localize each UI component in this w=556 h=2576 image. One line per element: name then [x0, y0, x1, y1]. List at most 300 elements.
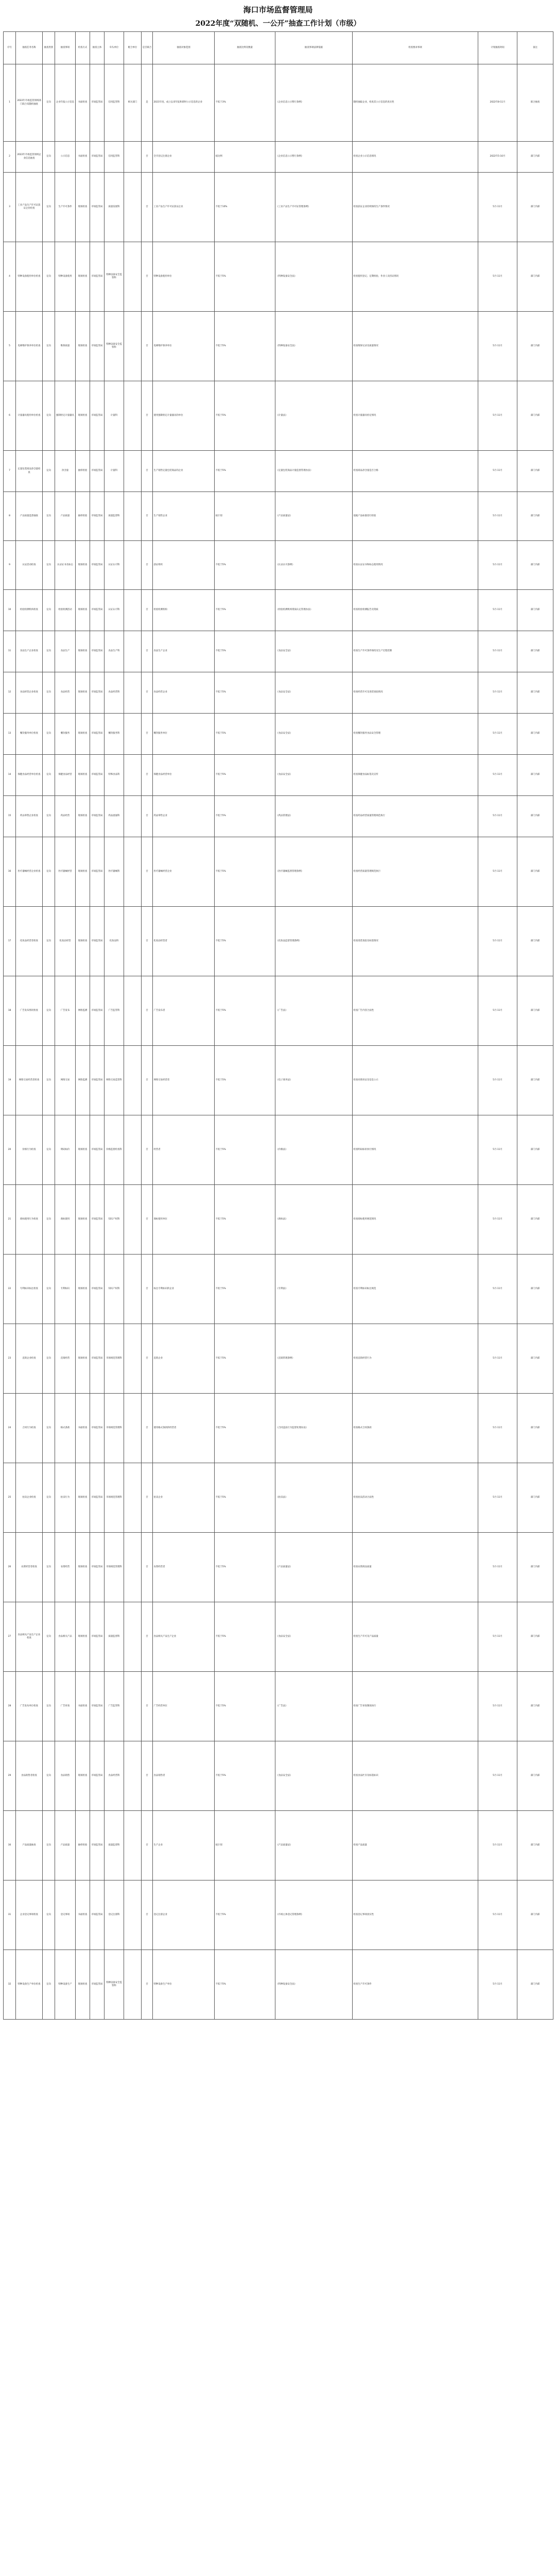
check-requirements: 检查维保记录及质量情况 [353, 312, 478, 381]
lead-unit: 食品生产科 [105, 631, 124, 672]
check-scope: 化妆品经营者 [153, 907, 215, 976]
table-row [4, 1463, 553, 1533]
row-number: 4 [4, 242, 16, 312]
check-time: 5月-11月 [478, 796, 517, 837]
assist-unit [124, 312, 142, 381]
check-category: 定向 [43, 755, 55, 796]
lead-unit: 食品经营科 [105, 672, 124, 714]
check-category: 定向 [43, 1463, 55, 1533]
check-time: 5月-11月 [478, 1394, 517, 1463]
task-name: 广告发布情况检查 [16, 976, 43, 1046]
joint-flag: 否 [142, 590, 153, 631]
check-category: 定向 [43, 541, 55, 590]
check-item: 产品质量 [55, 492, 76, 541]
check-ratio: 不低于5% [215, 796, 275, 837]
remark: 部门内部 [517, 1533, 553, 1602]
check-time: 5月-11月 [478, 1880, 517, 1950]
row-number: 9 [4, 541, 16, 590]
check-ratio: 按计划 [215, 1811, 275, 1880]
check-subject: 市场监管局 [90, 1115, 105, 1185]
check-method: 现场检查 [76, 173, 90, 242]
task-name: 2022年市场监管领域部门联合双随机抽查 [16, 64, 43, 142]
check-scope: 直销企业 [153, 1324, 215, 1394]
joint-flag: 否 [142, 672, 153, 714]
check-subject: 市场监管局 [90, 837, 105, 907]
check-method: 现场检查 [76, 381, 90, 451]
check-method: 书面检查 [76, 1672, 90, 1741]
task-name: 合同行为检查 [16, 1394, 43, 1463]
task-name: 保健食品经营单位检查 [16, 755, 43, 796]
task-name: 拍卖企业检查 [16, 1463, 43, 1533]
joint-flag: 否 [142, 492, 153, 541]
assist-unit [124, 1950, 142, 2020]
check-category: 定向 [43, 631, 55, 672]
check-method: 现场检查 [76, 1741, 90, 1811]
row-number: 16 [4, 837, 16, 907]
task-name: 认证活动检查 [16, 541, 43, 590]
table-row [4, 451, 553, 492]
check-requirements: 检查生产许可条件保持及生产过程控制 [353, 631, 478, 672]
table-row [4, 672, 553, 714]
joint-flag: 是 [142, 64, 153, 142]
check-time: 5月-11月 [478, 242, 517, 312]
check-time: 5月-11月 [478, 541, 517, 590]
assist-unit [124, 976, 142, 1046]
check-subject: 市场监管局 [90, 1324, 105, 1394]
joint-flag: 否 [142, 142, 153, 173]
check-category: 定向 [43, 1950, 55, 2020]
remark: 部门内部 [517, 242, 553, 312]
check-category: 定向 [43, 1394, 55, 1463]
col-header: 抽查比例及数量 [215, 32, 275, 64]
check-ratio: 按比例 [215, 142, 275, 173]
legal-basis: 《特种设备安全法》 [275, 312, 353, 381]
check-category: 定向 [43, 1741, 55, 1811]
check-requirements: 检查生产许可条件 [353, 1950, 478, 2020]
table-row [4, 1672, 553, 1741]
legal-basis: 《特种设备安全法》 [275, 242, 353, 312]
check-requirements: 随机抽取企业，检查其公示信息的真实性 [353, 64, 478, 142]
check-subject: 市场监管局 [90, 1533, 105, 1602]
remark: 部门内部 [517, 714, 553, 755]
check-item: 广告审查 [55, 1672, 76, 1741]
assist-unit [124, 837, 142, 907]
lead-unit: 信用监管科 [105, 64, 124, 142]
assist-unit [124, 755, 142, 796]
row-number: 23 [4, 1324, 16, 1394]
legal-basis: 《企业信息公示暂行条例》 [275, 142, 353, 173]
joint-flag: 否 [142, 1185, 153, 1255]
table-row [4, 1880, 553, 1950]
check-requirements: 检查格式合同条款 [353, 1394, 478, 1463]
assist-unit [124, 1115, 142, 1185]
lead-unit: 广告监管科 [105, 976, 124, 1046]
check-method: 现场检查 [76, 1463, 90, 1533]
check-method: 现场检查 [76, 837, 90, 907]
joint-flag: 否 [142, 1046, 153, 1115]
col-header: 牵头单位 [105, 32, 124, 64]
check-subject: 市场监管局 [90, 1950, 105, 2020]
table-row [4, 907, 553, 976]
legal-basis: 《企业信息公示暂行条例》 [275, 64, 353, 142]
check-scope: 使用格式条款的经营者 [153, 1394, 215, 1463]
table-row [4, 1950, 553, 2020]
joint-flag: 否 [142, 451, 153, 492]
check-ratio: 不低于10% [215, 173, 275, 242]
lead-unit: 信用监管科 [105, 142, 124, 173]
legal-basis: 《特种设备安全法》 [275, 1950, 353, 2020]
check-scope: 药品零售企业 [153, 796, 215, 837]
check-time: 5月-11月 [478, 631, 517, 672]
check-subject: 市场监管局 [90, 242, 105, 312]
legal-basis: 《化妆品监督管理条例》 [275, 907, 353, 976]
plan-table [3, 31, 553, 2020]
lead-unit: 质量监督科 [105, 1602, 124, 1672]
lead-unit: 知识产权科 [105, 1255, 124, 1324]
check-method: 抽样检验 [76, 492, 90, 541]
check-time: 5月-11月 [478, 1046, 517, 1115]
check-item: 食品经营 [55, 672, 76, 714]
row-number: 30 [4, 1811, 16, 1880]
check-item: 医疗器械经营 [55, 837, 76, 907]
check-requirements: 检查检验检测报告及资质 [353, 590, 478, 631]
check-subject: 市场监管局 [90, 492, 105, 541]
remark: 部门内部 [517, 1115, 553, 1185]
check-requirements: 检查广告审查制度执行 [353, 1672, 478, 1741]
check-subject: 市场监管局 [90, 796, 105, 837]
check-subject: 市场监管局 [90, 1880, 105, 1950]
remark: 部门内部 [517, 541, 553, 590]
joint-flag: 否 [142, 173, 153, 242]
check-scope: 餐饮服务单位 [153, 714, 215, 755]
check-item: 认证证书及标志 [55, 541, 76, 590]
joint-flag: 否 [142, 907, 153, 976]
check-time: 5月-11月 [478, 672, 517, 714]
check-time: 5月-11月 [478, 1324, 517, 1394]
check-method: 书面检查 [76, 142, 90, 173]
check-time: 5月-11月 [478, 1811, 517, 1880]
check-requirements: 检查使用登记、定期检验、作业人员持证情况 [353, 242, 478, 312]
table-row [4, 173, 553, 242]
check-requirements: 检查拍卖活动合法性 [353, 1463, 478, 1533]
assist-unit [124, 1463, 142, 1533]
joint-flag: 否 [142, 1394, 153, 1463]
task-name: 电梯维护保养单位检查 [16, 312, 43, 381]
task-name: 2022年市场监管领域企业信息抽查 [16, 142, 43, 173]
lead-unit: 网络交易监管科 [105, 1046, 124, 1115]
task-name: 医疗器械经营企业检查 [16, 837, 43, 907]
table-row [4, 142, 553, 173]
check-category: 定向 [43, 1324, 55, 1394]
check-subject: 市场监管局 [90, 451, 105, 492]
joint-flag: 否 [142, 1880, 153, 1950]
joint-flag: 否 [142, 755, 153, 796]
check-scope: 经营者 [153, 1115, 215, 1185]
row-number: 2 [4, 142, 16, 173]
task-name: 工业产品生产许可证获证企业检查 [16, 173, 43, 242]
check-ratio: 不低于5% [215, 672, 275, 714]
check-requirements: 检查直销经营行为 [353, 1324, 478, 1394]
lead-unit: 食品经营科 [105, 1741, 124, 1811]
document-title: 2022年度“双随机、一公开”抽查工作计划（市级） [195, 20, 361, 28]
check-method: 现场检查 [76, 590, 90, 631]
lead-unit: 知识产权科 [105, 1185, 124, 1255]
check-category: 定向 [43, 173, 55, 242]
row-number: 5 [4, 312, 16, 381]
check-time: 5月-11月 [478, 1255, 517, 1324]
check-category: 定向 [43, 492, 55, 541]
lead-unit: 广告监管科 [105, 1672, 124, 1741]
row-number: 21 [4, 1185, 16, 1255]
joint-flag: 否 [142, 796, 153, 837]
row-number: 20 [4, 1115, 16, 1185]
task-name: 网络交易经营者检查 [16, 1046, 43, 1115]
check-ratio: 不低于5% [215, 451, 275, 492]
check-time: 5月-11月 [478, 381, 517, 451]
check-requirements: 检查明码标价执行情况 [353, 1115, 478, 1185]
lead-unit: 药品流通科 [105, 796, 124, 837]
remark: 部门内部 [517, 755, 553, 796]
remark: 部门内部 [517, 173, 553, 242]
check-method: 现场检查 [76, 541, 90, 590]
table-row [4, 381, 553, 451]
check-ratio: 不低于5% [215, 1741, 275, 1811]
check-method: 现场检查 [76, 631, 90, 672]
task-name: 农资经营者检查 [16, 1533, 43, 1602]
assist-unit [124, 1046, 142, 1115]
task-name: 食品生产企业检查 [16, 631, 43, 672]
check-scope: 拍卖企业 [153, 1463, 215, 1533]
check-method: 书面检查 [76, 1880, 90, 1950]
table-row [4, 541, 553, 590]
col-header: 抽查类别 [43, 32, 55, 64]
legal-basis: 《食品安全法》 [275, 1741, 353, 1811]
row-number: 8 [4, 492, 16, 541]
joint-flag: 否 [142, 381, 153, 451]
row-number: 11 [4, 631, 16, 672]
remark: 部门内部 [517, 907, 553, 976]
check-subject: 市场监管局 [90, 173, 105, 242]
check-item: 登记事项 [55, 1880, 76, 1950]
table-row [4, 976, 553, 1046]
table-row [4, 837, 553, 907]
col-header: 检查要求事项 [353, 32, 478, 64]
check-scope: 使用强制检定计量器具的单位 [153, 381, 215, 451]
check-scope: 食品生产企业 [153, 631, 215, 672]
col-header: 备注 [517, 32, 553, 64]
remark: 部门内部 [517, 1672, 553, 1741]
check-time: 5月-11月 [478, 1115, 517, 1185]
check-requirements: 检查获证企业持续保持生产条件情况 [353, 173, 478, 242]
check-item: 保健食品经营 [55, 755, 76, 796]
legal-basis: 《食品安全法》 [275, 672, 353, 714]
check-scope: 医疗器械经营企业 [153, 837, 215, 907]
assist-unit [124, 381, 142, 451]
table-row [4, 1533, 553, 1602]
joint-flag: 否 [142, 1950, 153, 2020]
check-item: 产品质量 [55, 1811, 76, 1880]
check-ratio: 不低于5% [215, 1880, 275, 1950]
check-item: 农资经营 [55, 1533, 76, 1602]
check-item: 净含量 [55, 451, 76, 492]
check-method: 现场检查 [76, 1185, 90, 1255]
lead-unit: 计量科 [105, 381, 124, 451]
joint-flag: 否 [142, 837, 153, 907]
check-category: 定向 [43, 672, 55, 714]
assist-unit [124, 1255, 142, 1324]
assist-unit [124, 1185, 142, 1255]
check-method: 抽样检验 [76, 1811, 90, 1880]
remark: 部门内部 [517, 590, 553, 631]
check-subject: 市场监管局 [90, 631, 105, 672]
check-subject: 市场监管局 [90, 64, 105, 142]
check-method: 现场检查 [76, 1324, 90, 1394]
check-ratio: 不低于5% [215, 541, 275, 590]
check-ratio: 不低于5% [215, 837, 275, 907]
check-item: 检验检测活动 [55, 590, 76, 631]
check-subject: 市场监管局 [90, 1741, 105, 1811]
legal-basis: 《食品安全法》 [275, 755, 353, 796]
assist-unit [124, 1811, 142, 1880]
task-name: 专利标识标注检查 [16, 1255, 43, 1324]
table-row [4, 1741, 553, 1811]
task-name: 药品零售企业检查 [16, 796, 43, 837]
check-time: 5月-11月 [478, 714, 517, 755]
table-body [4, 64, 553, 2020]
task-name: 产品质量监督抽查 [16, 492, 43, 541]
table-row [4, 242, 553, 312]
legal-basis: 《商标法》 [275, 1185, 353, 1255]
legal-basis: 《广告法》 [275, 976, 353, 1046]
legal-basis: 《电子商务法》 [275, 1046, 353, 1115]
check-subject: 市场监管局 [90, 590, 105, 631]
check-ratio: 不低于5% [215, 1394, 275, 1463]
check-time: 2022年8-11月 [478, 64, 517, 142]
task-name: 化妆品经营者检查 [16, 907, 43, 976]
joint-flag: 否 [142, 1602, 153, 1672]
check-scope: 获证组织 [153, 541, 215, 590]
check-item: 格式条款 [55, 1394, 76, 1463]
assist-unit [124, 1602, 142, 1672]
check-scope: 检验检测机构 [153, 590, 215, 631]
check-ratio: 不低于5% [215, 1463, 275, 1533]
check-scope: 网络交易经营者 [153, 1046, 215, 1115]
check-scope: 广告经营单位 [153, 1672, 215, 1741]
col-header: 是否联合 [142, 32, 153, 64]
check-scope: 工业产品生产许可证获证企业 [153, 173, 215, 242]
check-scope: 特种设备使用单位 [153, 242, 215, 312]
row-number: 22 [4, 1255, 16, 1324]
check-time: 5月-11月 [478, 492, 517, 541]
lead-unit: 餐饮服务科 [105, 714, 124, 755]
check-item: 食品销售 [55, 1741, 76, 1811]
check-category: 定向 [43, 837, 55, 907]
legal-basis: 《合同违法行为监督处理办法》 [275, 1394, 353, 1463]
check-category: 定向 [43, 142, 55, 173]
check-method: 现场检查 [76, 1950, 90, 2020]
lead-unit: 市场规范管理科 [105, 1463, 124, 1533]
check-ratio: 不低于5% [215, 242, 275, 312]
row-number: 26 [4, 1533, 16, 1602]
check-item: 专利标识 [55, 1255, 76, 1324]
lead-unit: 特殊食品科 [105, 755, 124, 796]
check-item: 明码标价 [55, 1115, 76, 1185]
check-item: 生产许可条件 [55, 173, 76, 242]
check-requirements: 依据产品标准进行检验 [353, 492, 478, 541]
row-number: 25 [4, 1463, 16, 1533]
table-row [4, 1602, 553, 1672]
check-item: 维保质量 [55, 312, 76, 381]
check-ratio: 不低于5% [215, 1672, 275, 1741]
remark: 部门内部 [517, 976, 553, 1046]
check-ratio: 不低于5% [215, 1185, 275, 1255]
check-subject: 市场监管局 [90, 1185, 105, 1255]
check-scope: 食品经营企业 [153, 672, 215, 714]
check-scope: 食品相关产品生产企业 [153, 1602, 215, 1672]
assist-unit [124, 672, 142, 714]
legal-basis: 《产品质量法》 [275, 492, 353, 541]
check-ratio: 不低于5% [215, 590, 275, 631]
check-scope: 电梯维护保养单位 [153, 312, 215, 381]
check-scope: 2021年度、成立以来年报和即时公示信息的企业 [153, 64, 215, 142]
assist-unit [124, 1324, 142, 1394]
table-row [4, 1394, 553, 1463]
remark: 部门内部 [517, 1880, 553, 1950]
col-header: 抽查对象范围 [153, 32, 215, 64]
remark: 部门内部 [517, 492, 553, 541]
check-category: 定向 [43, 1185, 55, 1255]
remark: 部门内部 [517, 796, 553, 837]
check-scope: 生产企业 [153, 1811, 215, 1880]
check-ratio: 不低于5% [215, 1950, 275, 2020]
row-number: 10 [4, 590, 16, 631]
check-time: 5月-11月 [478, 312, 517, 381]
col-header: 计划抽查时间 [478, 32, 517, 64]
legal-basis: 《认证认可条例》 [275, 541, 353, 590]
check-ratio: 不低于5% [215, 976, 275, 1046]
row-number: 12 [4, 672, 16, 714]
check-requirements: 检查食品贮存及标签标识 [353, 1741, 478, 1811]
check-scope: 生产销售定量包装商品的企业 [153, 451, 215, 492]
check-category: 定向 [43, 312, 55, 381]
check-requirements: 检查商标使用规范情况 [353, 1185, 478, 1255]
joint-flag: 否 [142, 976, 153, 1046]
assist-unit [124, 796, 142, 837]
remark: 部门内部 [517, 1950, 553, 2020]
remark: 部门内部 [517, 1741, 553, 1811]
remark: 联合抽查 [517, 64, 553, 142]
check-time: 2022年5-10月 [478, 142, 517, 173]
lead-unit: 计量科 [105, 451, 124, 492]
check-item: 广告发布 [55, 976, 76, 1046]
table-row [4, 714, 553, 755]
check-category: 定向 [43, 381, 55, 451]
table-row [4, 1811, 553, 1880]
lead-unit: 价格监督检查科 [105, 1115, 124, 1185]
col-header: 抽查事项 [55, 32, 76, 64]
joint-flag: 否 [142, 1533, 153, 1602]
lead-unit: 认证认可科 [105, 541, 124, 590]
col-header: 抽查事项法律依据 [275, 32, 353, 64]
col-header: 抽查任务名称 [16, 32, 43, 64]
joint-flag: 否 [142, 1255, 153, 1324]
check-method: 书面检查 [76, 1394, 90, 1463]
check-subject: 市场监管局 [90, 1602, 105, 1672]
task-name: 产品质量抽查 [16, 1811, 43, 1880]
assist-unit [124, 1880, 142, 1950]
check-category: 定向 [43, 590, 55, 631]
table-row [4, 1185, 553, 1255]
